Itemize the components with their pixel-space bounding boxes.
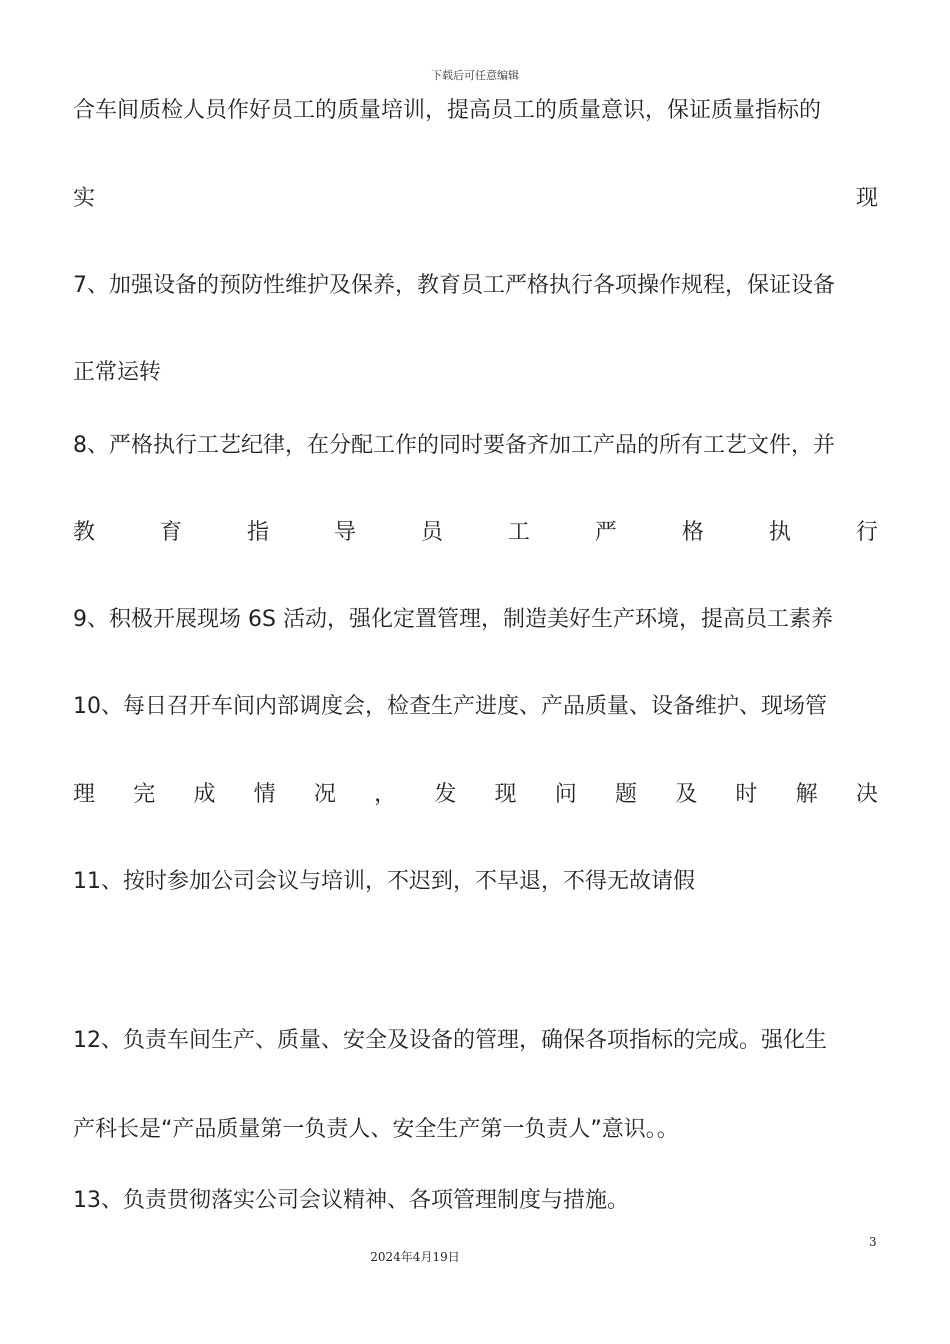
char: 指 [246, 520, 269, 545]
paragraph-line-justified [73, 184, 878, 214]
paragraph-line: 7、加强设备的预防性维护及保养，教育员工严格执行各项操作规程，保证设备 [73, 273, 835, 298]
char: 成 [193, 782, 216, 807]
char: 教 [73, 520, 96, 545]
page-number: 3 [869, 1235, 877, 1249]
char: 现 [855, 186, 878, 211]
paragraph-line: 8、严格执行工艺纪律，在分配工作的同时要备齐加工产品的所有工艺文件，并 [73, 433, 835, 458]
char: 导 [333, 520, 356, 545]
paragraph-line-justified [73, 518, 878, 548]
char: 问 [554, 782, 577, 807]
char: 情 [253, 782, 276, 807]
footer-date: 2024年4月19日 [370, 1250, 460, 1264]
header-note: 下载后可任意编辑 [431, 69, 519, 82]
char: 决 [855, 782, 878, 807]
char: 及 [675, 782, 698, 807]
char: 完 [133, 782, 156, 807]
paragraph-line: 正常运转 [73, 360, 162, 385]
paragraph-line: 11、按时参加公司会议与培训，不迟到，不早退，不得无故请假 [73, 869, 695, 894]
paragraph-line: 12、负责车间生产、质量、安全及设备的管理，确保各项指标的完成。强化生 [73, 1028, 827, 1053]
char: 时 [735, 782, 758, 807]
char: 现 [494, 782, 517, 807]
char: 育 [159, 520, 182, 545]
paragraph-line: 合车间质检人员作好员工的质量培训，提高员工的质量意识，保证质量指标的 [73, 98, 822, 123]
char: 工 [507, 520, 530, 545]
char: 发 [434, 782, 457, 807]
char: ， [374, 782, 397, 807]
char: 实 [73, 186, 96, 211]
paragraph-line: 10、每日召开车间内部调度会，检查生产进度、产品质量、设备维护、现场管 [73, 694, 827, 719]
char: 况 [313, 782, 336, 807]
char: 解 [795, 782, 818, 807]
char: 员 [420, 520, 443, 545]
paragraph-line-justified [73, 780, 878, 810]
char: 执 [768, 520, 791, 545]
paragraph-line: 产科长是“产品质量第一负责人、安全生产第一负责人”意识。。 [73, 1117, 679, 1142]
char: 行 [855, 520, 878, 545]
char: 理 [73, 782, 96, 807]
paragraph-line: 13、负责贯彻落实公司会议精神、各项管理制度与措施。 [73, 1188, 629, 1213]
paragraph-line: 9、积极开展现场 6S 活动，强化定置管理，制造美好生产环境，提高员工素养 [73, 607, 833, 632]
char: 严 [594, 520, 617, 545]
char: 题 [614, 782, 637, 807]
char: 格 [681, 520, 704, 545]
